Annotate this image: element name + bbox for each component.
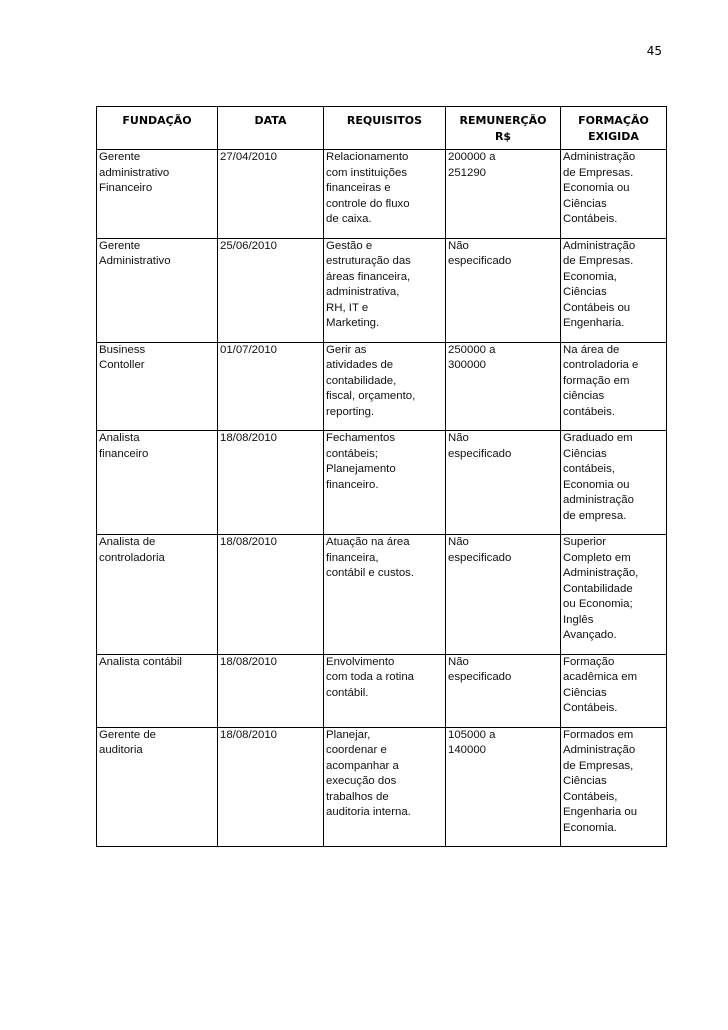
cell-remuneracao: Não especificado	[446, 238, 561, 342]
cell-requisitos: Planejar, coordenar e acompanhar a execução dos trabalhos de auditoria interna.	[324, 727, 446, 847]
table-row	[97, 727, 667, 847]
cell-data: 27/04/2010	[218, 150, 324, 239]
table-row	[97, 150, 667, 239]
table-row	[97, 654, 667, 727]
cell-data: 25/06/2010	[218, 238, 324, 342]
cell-remuneracao: 105000 a 140000	[446, 727, 561, 847]
cell-data: 01/07/2010	[218, 342, 324, 431]
cell-remuneracao: 200000 a 251290	[446, 150, 561, 239]
header-requisitos: REQUISITOS	[324, 107, 446, 150]
cell-remuneracao: 250000 a 300000	[446, 342, 561, 431]
cell-requisitos: Gestão e estruturação das áreas financeira, administrativa, RH, IT e Marketing.	[324, 238, 446, 342]
cell-requisitos: Fechamentos contábeis; Planejamento financeiro.	[324, 431, 446, 535]
cell-remuneracao: Não especificado	[446, 535, 561, 655]
table-row	[97, 535, 667, 655]
cell-data: 18/08/2010	[218, 654, 324, 727]
cell-fundacao: Gerente administrativo Financeiro	[97, 150, 218, 239]
cell-formacao: Graduado em Ciências contábeis, Economia ou administração de empresa.	[561, 431, 667, 535]
cell-formacao: Na área de controladoria e formação em ciências contábeis.	[561, 342, 667, 431]
cell-formacao: Formados em Administração de Empresas, Ciências Contábeis, Engenharia ou Economia.	[561, 727, 667, 847]
page-number: 45	[646, 44, 662, 58]
cell-remuneracao: Não especificado	[446, 431, 561, 535]
cell-requisitos: Atuação na área financeira, contábil e custos.	[324, 535, 446, 655]
cell-formacao: Formação acadêmica em Ciências Contábeis.	[561, 654, 667, 727]
cell-data: 18/08/2010	[218, 431, 324, 535]
cell-fundacao: Gerente de auditoria	[97, 727, 218, 847]
cell-remuneracao: Não especificado	[446, 654, 561, 727]
header-fundacao: FUNDAÇÃO	[97, 107, 218, 150]
header-remuneracao: REMUNERÇÃO R$	[446, 107, 561, 150]
cell-fundacao: Analista de controladoria	[97, 535, 218, 655]
cell-formacao: Administração de Empresas. Economia, Ciências Contábeis ou Engenharia.	[561, 238, 667, 342]
cell-requisitos: Envolvimento com toda a rotina contábil.	[324, 654, 446, 727]
cell-fundacao: Gerente Administrativo	[97, 238, 218, 342]
cell-data: 18/08/2010	[218, 727, 324, 847]
table-row	[97, 342, 667, 431]
cell-fundacao: Business Contoller	[97, 342, 218, 431]
cell-formacao: Superior Completo em Administração, Contabilidade ou Economia; Inglês Avançado.	[561, 535, 667, 655]
cell-requisitos: Gerir as atividades de contabilidade, fiscal, orçamento, reporting.	[324, 342, 446, 431]
cell-formacao: Administração de Empresas. Economia ou Ciências Contábeis.	[561, 150, 667, 239]
table-row	[97, 238, 667, 342]
cell-requisitos: Relacionamento com instituições financeiras e controle do fluxo de caixa.	[324, 150, 446, 239]
header-formacao: FORMAÇÃO EXIGIDA	[561, 107, 667, 150]
job-listings-table	[96, 106, 667, 847]
table-row	[97, 431, 667, 535]
table-header-row	[97, 107, 667, 150]
cell-fundacao: Analista financeiro	[97, 431, 218, 535]
cell-data: 18/08/2010	[218, 535, 324, 655]
header-data: DATA	[218, 107, 324, 150]
cell-fundacao: Analista contábil	[97, 654, 218, 727]
